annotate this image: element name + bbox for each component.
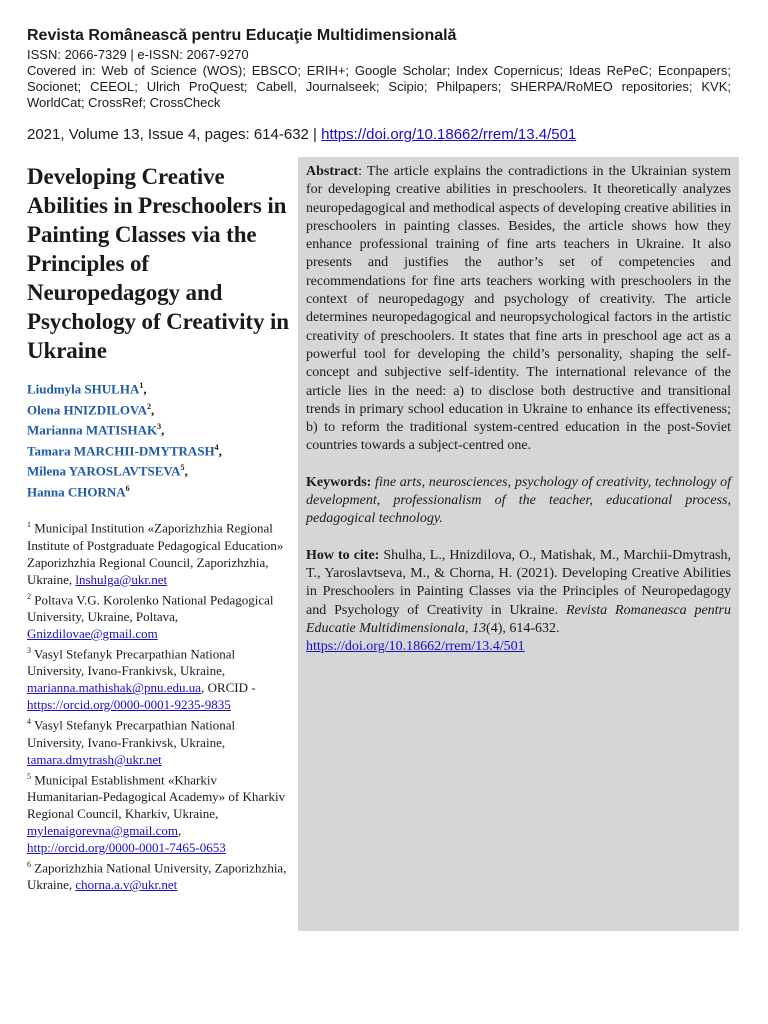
citation-journal: Revista Romaneasca pentru Educatie Multidimensionala, 13 xyxy=(306,602,732,636)
journal-header xyxy=(27,26,731,111)
doi-link[interactable]: https://doi.org/10.18662/rrem/13.4/501 xyxy=(321,126,577,143)
orcid-link[interactable]: http://orcid.org/0000-0001-7465-0653 xyxy=(27,839,226,855)
author-name: Hanna CHORNA xyxy=(27,483,126,499)
keywords-text: fine arts, neurosciences, psychology of creativity, technology of development, professionalism of the teacher, educational process, pedagogical technology. xyxy=(306,474,731,527)
email-link[interactable]: mylenaigorevna@gmail.com xyxy=(27,822,178,838)
affiliation-item xyxy=(27,588,289,642)
author-separator: , xyxy=(151,401,155,417)
email-link[interactable]: Gnizdilovae@gmail.com xyxy=(27,625,158,641)
email-link[interactable]: lnshulga@ukr.net xyxy=(75,571,168,587)
author-separator: , xyxy=(218,442,222,458)
author-separator: , xyxy=(161,422,165,438)
affiliation-text: Zaporizhzhia National University, Zaporizhzhia, Ukraine, xyxy=(27,860,287,893)
affiliation-text: Vasyl Stefanyk Precarpathian National University, Ivano-Frankivsk, Ukraine, xyxy=(27,646,236,679)
affiliation-marker: 4 xyxy=(27,717,31,727)
author-affiliation-marker: 5 xyxy=(180,463,185,473)
affiliation-text: Municipal Institution «Zaporizhzhia Regional Institute of Postgraduate Pedagogical Education» Zaporizhzhia Regional Council, Zaporizhzhia, Ukraine, xyxy=(27,520,284,587)
author-name: Marianna MATISHAK xyxy=(27,422,158,438)
affiliation-item xyxy=(27,516,289,587)
author-item xyxy=(27,459,289,480)
keywords-label: Keywords: xyxy=(306,474,372,490)
citation-paragraph xyxy=(306,547,731,657)
author-affiliation-marker: 3 xyxy=(157,422,162,432)
article-meta-column xyxy=(27,162,289,893)
affiliation-item xyxy=(27,713,289,767)
affiliation-text: Poltava V.G. Korolenko National Pedagogical University, Ukraine, Poltava, xyxy=(27,591,274,624)
author-item xyxy=(27,377,289,398)
affiliation-item xyxy=(27,642,289,713)
author-name: Olena HNIZDILOVA xyxy=(27,401,148,417)
citation-doi-link[interactable]: https://doi.org/10.18662/rrem/13.4/501 xyxy=(306,639,525,655)
citation-pages: (4), 614-632. xyxy=(486,620,560,636)
affiliation-list xyxy=(27,516,289,893)
email-link[interactable]: tamara.dmytrash@ukr.net xyxy=(27,751,162,767)
email-link[interactable]: chorna.a.v@ukr.net xyxy=(75,877,178,893)
author-affiliation-marker: 6 xyxy=(125,483,130,493)
indexing-list: Covered in: Web of Science (WOS); EBSCO; ERIH+; Google Scholar; Index Copernicus; Ideas RePeC; Econpapers; Socionet; CEEOL; Ulrich ProQuest; Cabell, Journalseek; Scipio; Philpapers; SHERPA/RoMEO repositories; KVK; WorldCat; CrossRef; CrossCheck xyxy=(27,63,731,110)
author-item xyxy=(27,398,289,419)
affiliation-marker: 3 xyxy=(27,645,31,655)
affiliation-marker: 6 xyxy=(27,859,31,869)
author-item xyxy=(27,418,289,439)
journal-name: Revista Românească pentru Educaţie Multidimensională xyxy=(27,27,457,44)
article-title: Developing Creative Abilities in Preschoolers in Painting Classes via the Principles of Neuropedagogy and Psychology of Creativity in Ukraine xyxy=(27,164,289,363)
abstract-label: Abstract xyxy=(306,164,359,179)
volume-line xyxy=(27,125,576,145)
author-affiliation-marker: 2 xyxy=(147,401,152,411)
orcid-prefix: , ORCID - xyxy=(201,680,256,696)
author-name: Milena YAROSLAVTSEVA xyxy=(27,463,181,479)
affiliation-marker: 5 xyxy=(27,771,31,781)
affiliation-text: Municipal Establishment «Kharkiv Humanitarian-Pedagogical Academy» of Kharkiv Regional Council, Kharkiv, Ukraine, xyxy=(27,771,286,821)
keywords-paragraph xyxy=(306,474,731,529)
author-item xyxy=(27,480,289,501)
abstract-paragraph xyxy=(306,163,731,456)
affiliation-text: Vasyl Stefanyk Precarpathian National University, Ivano-Frankivsk, Ukraine, xyxy=(27,717,236,750)
volume-info: 2021, Volume 13, Issue 4, pages: 614-632 | xyxy=(27,126,322,143)
author-separator: , xyxy=(143,381,147,397)
abstract-text: : The article explains the contradictions in the Ukrainian system for developing creative abilities in preschoolers. It theoretically analyzes neuropedagogical and methodical aspects of developing creative abilities in preschoolers in painting classes. Besides, the article shows how they enhance professional training of fine arts teachers in Ukraine. It also presents and justifies the author’s set of competencies and recommendations for fine arts teachers working with preschoolers in the context of neuropedagogy and psychology of creativity. The article determines neuropedagogical and neuropsychological factors in the artistic creativity of preschoolers. It states that fine arts in preschool age act as a powerful tool for developing the child’s personality, shaping the self-concept and subjective self-identity. The international relevance of the article lies in the need: a) to disclose both destructive and transitional trends in primary school education in Ukraine to enhance its effectiveness; b) to reform the traditional system-centred education in the post-Soviet countries towards a subject-centred one. xyxy=(306,164,731,454)
author-item xyxy=(27,439,289,460)
email-link[interactable]: marianna.mathishak@pnu.edu.ua xyxy=(27,680,202,696)
author-name: Liudmyla SHULHA xyxy=(27,381,140,397)
affiliation-marker: 1 xyxy=(27,520,31,530)
author-name: Tamara MARCHII-DMYTRASH xyxy=(27,442,215,458)
issn-line: ISSN: 2066-7329 | e-ISSN: 2067-9270 xyxy=(27,47,249,62)
orcid-prefix: , xyxy=(177,822,182,838)
affiliation-marker: 2 xyxy=(27,591,31,601)
author-list xyxy=(27,377,289,500)
affiliation-item xyxy=(27,768,289,856)
citation-text: Shulha, L., Hnizdilova, O., Matishak, M., Marchii-Dmytrash, T., Yaroslavtseva, M., & Chorna, H. (2021). Developing Creative Abilities in Preschoolers in Painting Classes via the Principles of Neuropedagogy and Psychology of Creativity in Ukraine. xyxy=(306,547,731,618)
affiliation-item xyxy=(27,856,289,893)
orcid-link[interactable]: https://orcid.org/0000-0001-9235-9835 xyxy=(27,697,231,713)
citation-label: How to cite: xyxy=(306,547,380,563)
author-affiliation-marker: 4 xyxy=(214,442,219,452)
author-separator: , xyxy=(184,463,188,479)
author-affiliation-marker: 1 xyxy=(139,381,144,390)
abstract-box xyxy=(298,157,739,931)
